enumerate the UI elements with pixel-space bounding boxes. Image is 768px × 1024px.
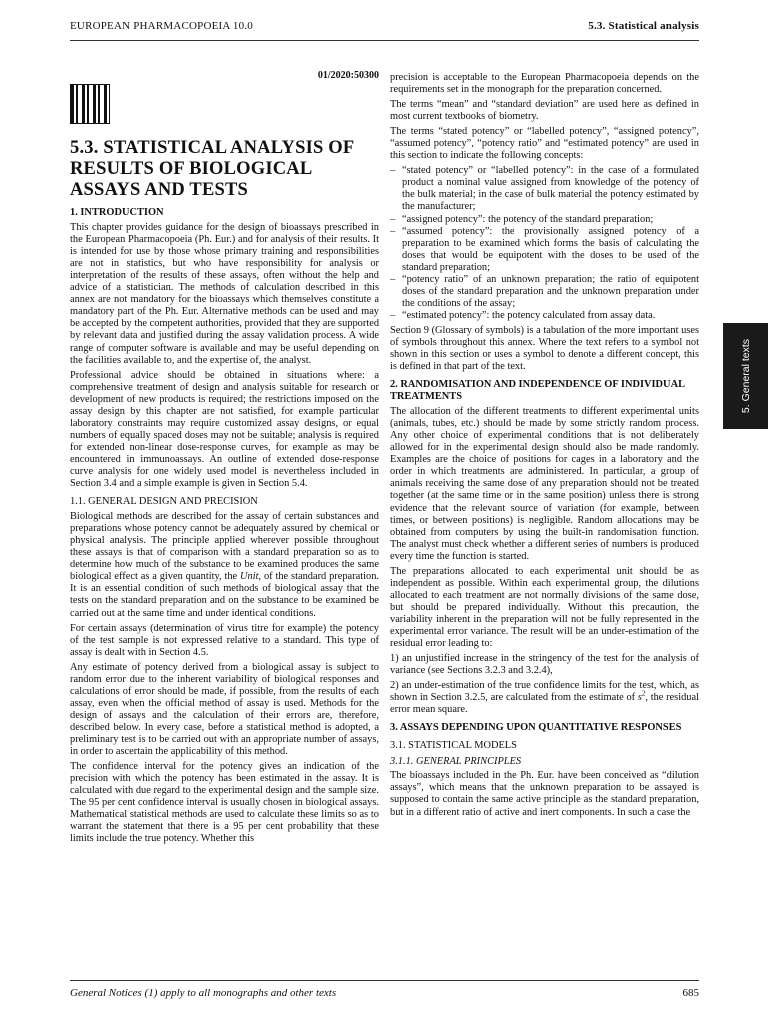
paragraph: The confidence interval for the potency gives an indication of the precision with which the potency has been estimated in the assay. It is calculated with due regard to the experimental design and the sample size. The 95 per cent confidence interval is usually chosen in biological assays. Mathematical statistical methods are used to calculate these limits so as to warrant the statement that there is a 95 per cent probability that these limits include the true potency. Whether this (70, 761, 379, 845)
footer-note: General Notices (1) apply to all monographs and other texts (70, 987, 337, 999)
running-header (70, 14, 699, 41)
list-item: – “assumed potency”: the provisionally assigned potency of a preparation to be examined which forms the basis of calculating the doses that would be equipotent with the doses to be used of the standard preparation; (390, 226, 699, 274)
page-number: 685 (682, 987, 699, 999)
paragraph (70, 511, 379, 619)
right-column (390, 72, 699, 822)
text-run: , of the standard preparation. It is an essential condition of such methods of biological assay that the tests on the standard preparation and on the substance to be examined be carried out at the same time and under identical conditions. (70, 571, 379, 619)
concept-list (390, 165, 699, 322)
paragraph: The allocation of the different treatments to different experimental units (animals, tubes, etc.) should be made by some strictly random process. Any other choice of experimental conditions that is not deliberately allowed for in the experimental design should also be made randomly. Examples are the choice of positions for cages in a laboratory and the order in which treatments are administered. In particular, a group of animals receiving the same dose of any preparation should not be treated together (at the same time or in the same position) unless there is strong evidence that the relevant source of variation (for example, between times, or between positions) is negligible. Random allocations may be obtained from computers by using the built-in randomisation function. The analyst must check whether a different series of numbers is produced every time the function is started. (390, 406, 699, 562)
paragraph: Any estimate of potency derived from a biological assay is subject to random error due to the inherent variability of biological responses and calculations of error should be made, if possible, from the results of each assay, even when the official method of assay is used. Methods for the design of assays and the calculation of their errors are, therefore, described below. In every case, before a statistical method is adopted, a preliminary test is to be carried out with an appropriate number of assays, in order to ascertain the applicability of this method. (70, 661, 379, 758)
paragraph: Professional advice should be obtained in situations where: a comprehensive treatment of design and analysis suitable for research or development of new products is required; the restrictions imposed on the assay design by this chapter are not satisfied, for example particular laboratory constraints may require customized assay designs, or equal numbers of equally spaced doses may not be suitable; analysis is required for extended non-linear dose-response curves, for example as may be encountered in immunoassays. An outline of extended dose-response curve analysis for one widely used model is nevertheless included in Section 3.4 and a simple example is given in Section 5.4. (70, 369, 379, 490)
page-title: 5.3. STATISTICAL ANALYSIS OF RESULTS OF BIOLOGICAL ASSAYS AND TESTS (70, 138, 354, 201)
paragraph: 1) an unjustified increase in the stringency of the test for the analysis of variance (see Sections 3.2.3 and 3.2.4), (390, 653, 699, 677)
side-tab (723, 323, 768, 429)
paragraph: The terms “stated potency” or “labelled potency”, “assigned potency”, “assumed potency”, “potency ratio” and “estimated potency” are used in this section to indicate the following concepts: (390, 126, 699, 162)
paragraph: The bioassays included in the Ph. Eur. have been conceived as “dilution assays”, which means that the unknown preparation to be assayed is supposed to contain the same active principle as the standard preparation, but in a different ratio of active and inert components. In such a case the (390, 770, 699, 818)
list-item: – “estimated potency”: the potency calculated from assay data. (390, 310, 699, 322)
qr-code-icon (70, 84, 110, 124)
section-2-heading: 2. RANDOMISATION AND INDEPENDENCE OF INDIVIDUAL TREATMENTS (390, 379, 685, 403)
list-item: – “potency ratio” of an unknown preparation; the ratio of equipotent doses of the standard preparation and the unknown preparation under the conditions of the assay; (390, 274, 699, 310)
text-run-italic: Unit (240, 571, 259, 583)
text-run: , the residual error mean square. (390, 692, 699, 716)
superscript: 2 (641, 689, 646, 698)
list-item: – “stated potency” or “labelled potency”: in the case of a formulated product a nominal value assigned from knowledge of the potency of the bulk material; in the case of bulk material the potency estimated by the manufacturer; (390, 165, 699, 213)
paragraph: precision is acceptable to the European Pharmacopoeia depends on the requirements set in the monograph for the preparation concerned. (390, 72, 699, 96)
reference-code: 01/2020:50300 (317, 70, 379, 81)
text-run: 2) an under-estimation of the true confidence limits for the test, which, as shown in Section 3.2.5, are calculated from the estimate of (390, 680, 699, 704)
text-run: Biological methods are described for the assay of certain substances and preparations whose potency cannot be adequately assured by chemical or physical analysis. The principle applied wherever possible throughout these assays is that of comparison with a standard preparation so as to determine how much of the substance to be examined produces the same biological effect as a given quantity, the (70, 511, 379, 583)
header-publication: EUROPEAN PHARMACOPOEIA 10.0 (70, 20, 253, 32)
paragraph: The preparations allocated to each experimental unit should be as independent as possible. Within each experimental group, the dilutions allocated to each treatment are not normally divisions of the same dose, but should be prepared individually. Without this precaution, the variability inherent in the preparation will not be fully represented in the experimental error variance. The result will be an under-estimation of the residual error leading to: (390, 565, 699, 650)
side-tab-label: 5. General texts (739, 338, 752, 414)
header-section: 5.3. Statistical analysis (588, 20, 699, 32)
paragraph: The terms “mean” and “standard deviation” are used here as defined in most current textbooks of biometry. (390, 99, 699, 123)
running-footer (70, 980, 699, 1005)
paragraph: Section 9 (Glossary of symbols) is a tabulation of the more important uses of symbols throughout this annex. Where the text refers to a symbol not shown in this section or uses a symbol to denote a different concept, this is defined in that part of the text. (390, 324, 699, 373)
symbol: s (637, 692, 642, 704)
section-3-1-heading: 3.1. STATISTICAL MODELS (390, 740, 517, 752)
paragraph: For certain assays (determination of virus titre for example) the potency of the test sample is not expressed relative to a standard. This type of assay is dealt with in Section 4.5. (70, 622, 379, 658)
section-3-heading: 3. ASSAYS DEPENDING UPON QUANTITATIVE RESPONSES (390, 722, 682, 734)
section-3-1-1-heading: 3.1.1. GENERAL PRINCIPLES (390, 756, 522, 768)
list-item: – “assigned potency”: the potency of the standard preparation; (390, 214, 699, 226)
paragraph (390, 680, 699, 716)
left-column (70, 70, 379, 848)
section-1-heading: 1. INTRODUCTION (70, 207, 164, 219)
paragraph: This chapter provides guidance for the design of bioassays prescribed in the European Pharmacopoeia (Ph. Eur.) and for analysis of their results. It is intended for use by those whose primary training and responsibilities are not in statistics, but who have responsibility for analysis or interpretation of the results of these assays, often without the help and advice of a statistician. The methods of calculation described in this annex are not mandatory for the bioassays which themselves constitute a mandatory part of the Ph. Eur. Alternative methods can be used and may be accepted by the competent authorities, provided that they are supported by relevant data and justified during the assay validation process. A wide range of computer software is available and may be useful depending on the facilities available to, and the expertise of, the analyst. (70, 222, 380, 366)
section-1-1-heading: 1.1. GENERAL DESIGN AND PRECISION (70, 496, 258, 508)
